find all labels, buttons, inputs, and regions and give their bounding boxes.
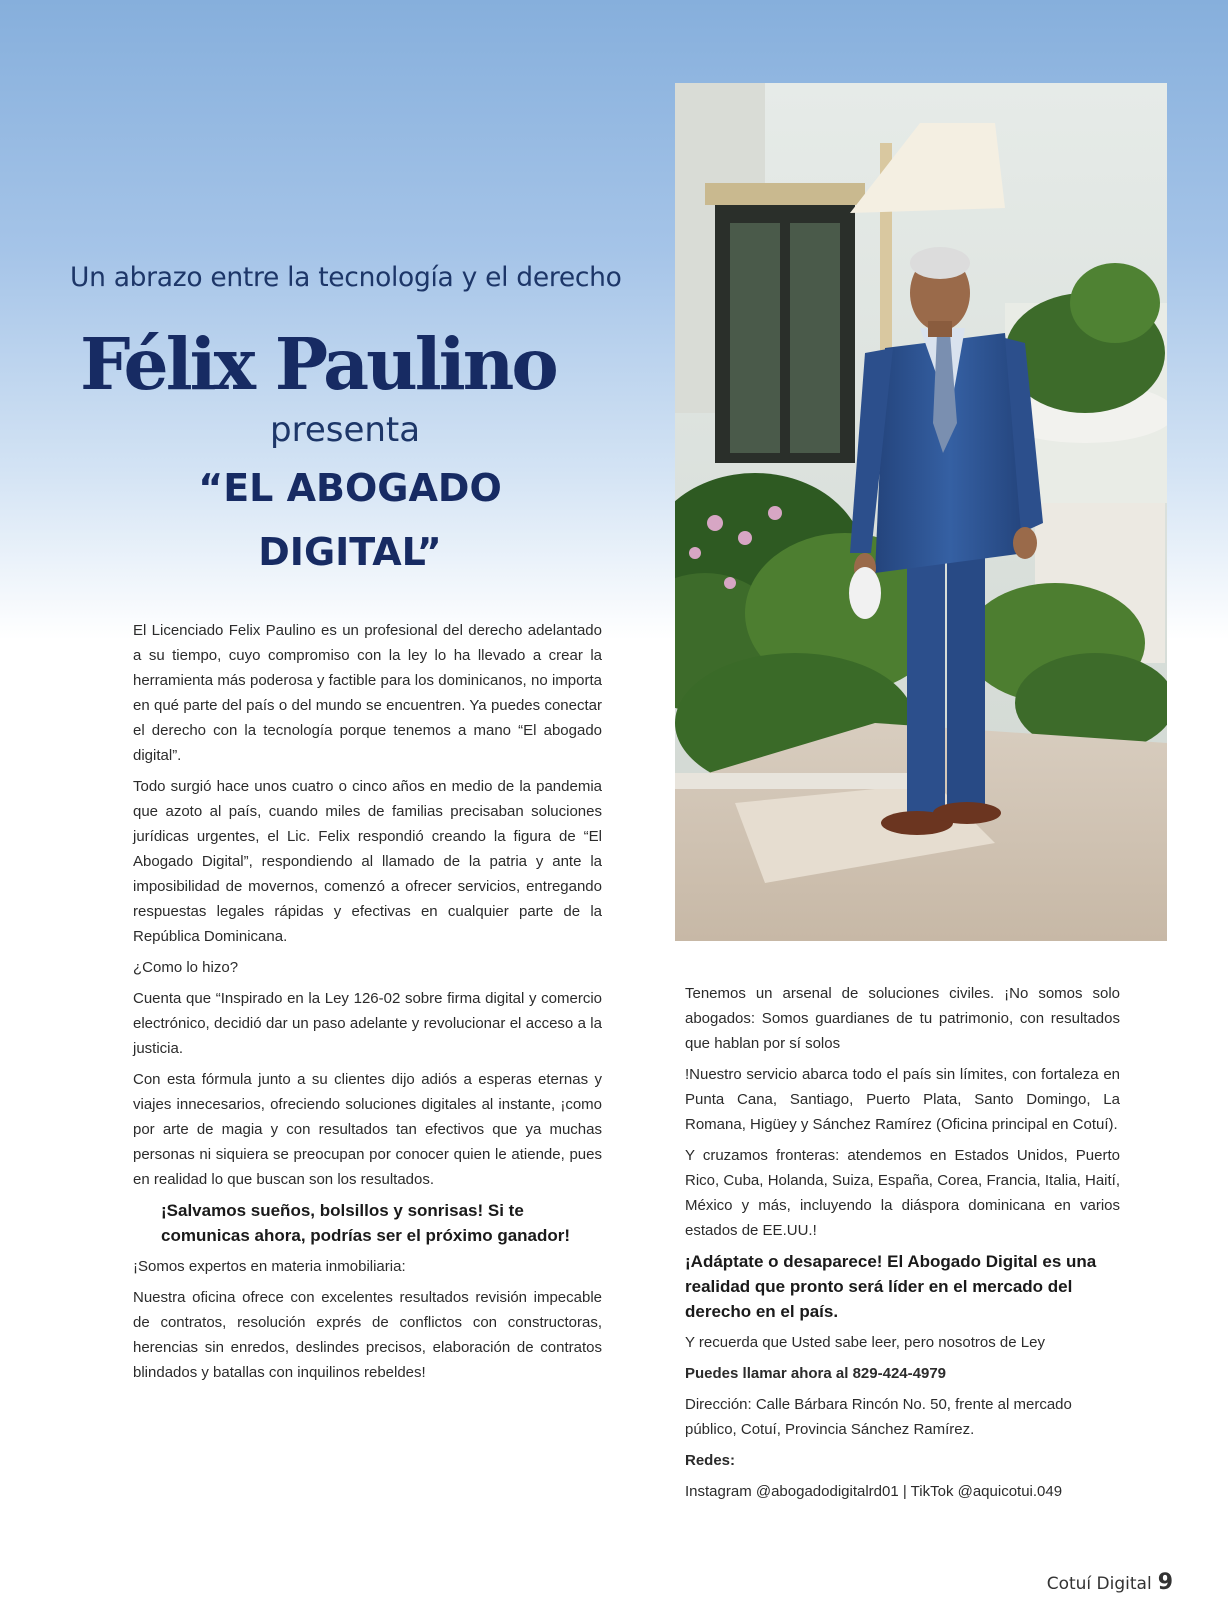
phone-number: 829-424-4979: [852, 1365, 947, 1382]
phone-line: [685, 1361, 1120, 1386]
address: Dirección: Calle Bárbara Rincón No. 50, frente al mercado público, Cotuí, Provincia Sánchez Ramírez.: [685, 1396, 1072, 1438]
article-title-product: [140, 456, 560, 584]
article-kicker: Un abrazo entre la tecnología y el derecho: [70, 262, 622, 293]
social-handles: Instagram @abogadodigitalrd01 | TikTok @aquicotui.049: [685, 1483, 1063, 1500]
magazine-name: Cotuí Digital: [1046, 1574, 1152, 1594]
page-footer: [1047, 1570, 1173, 1595]
paragraph-origin: Todo surgió hace unos cuatro o cinco años en medio de la pandemia que azoto al país, cuando miles de familias precisaban soluciones jurídicas urgentes, el Lic. Felix respondió creando la figura de “El Abogado Digital”, respondiendo al llamado de la patria y ante la imposibilidad de movernos, comenzó a ofrecer servicios, entregando respuestas legales rápidas y efectivas en cualquier parte de la República Dominicana.: [133, 778, 602, 945]
paragraph-reminder: Y recuerda que Usted sabe leer, pero nosotros de Ley: [685, 1334, 1045, 1351]
callout-right: ¡Adáptate o desaparece! El Abogado Digital es una realidad que pronto será líder en el mercado del derecho en el país.: [685, 1252, 1097, 1321]
paragraph-formula: Con esta fórmula junto a su clientes dijo adiós a esperas eternas y viajes innecesarios, ofreciendo soluciones digitales al instante, ¡como por arte de magia y con resultados tan efectivos que ya muchas personas ni siquiera se preocupan por conocer quien le atiende, pues en realidad lo que buscan son los resultados.: [133, 1071, 602, 1188]
man-in-blue-suit-photo: [675, 83, 1167, 941]
callout-left: ¡Salvamos sueños, bolsillos y sonrisas! Si te comunicas ahora, podrías ser el próximo ganador!: [161, 1201, 571, 1245]
paragraph-services: Nuestra oficina ofrece con excelentes resultados revisión impecable de contratos, resolución exprés de conflictos con constructoras, herencias sin enredos, deslindes precisos, elaboración de contratos blindados y batallas con inquilinos rebeldes!: [133, 1289, 602, 1381]
article-column-left: [133, 618, 602, 1391]
article-title-presenta: presenta: [270, 410, 421, 450]
article-title-name: Félix Paulino: [80, 322, 556, 406]
subheading-how: ¿Como lo hizo?: [133, 959, 239, 976]
paragraph-arsenal: Tenemos un arsenal de soluciones civiles. ¡No somos solo abogados: Somos guardianes de tu patrimonio, con resultados que hablan por sí solos: [685, 985, 1120, 1052]
paragraph-coverage: !Nuestro servicio abarca todo el país sin límites, con fortaleza en Punta Cana, Santiago, Puerto Plata, Santo Domingo, La Romana, Higüey y Sánchez Ramírez (Oficina principal en Cotuí).: [685, 1066, 1120, 1133]
paragraph-borders: Y cruzamos fronteras: atendemos en Estados Unidos, Puerto Rico, Cuba, Holanda, Suiza, España, Corea, Francia, Italia, Haití, México y más, incluyendo la diáspora dominicana en varios estados de EE.UU.!: [685, 1147, 1120, 1239]
paragraph-intro: El Licenciado Felix Paulino es un profesional del derecho adelantado a su tiempo, cuyo compromiso con la ley lo ha llevado a crear la herramienta más poderosa y factible para los dominicanos, no importa en qué parte del país o del mundo se encuentren. Ya puedes conectar el derecho con la tecnología porque tenemos a mano “El abogado digital”.: [133, 622, 602, 764]
phone-label: Puedes llamar ahora al: [685, 1365, 849, 1382]
portrait-photo: [675, 83, 1167, 941]
page-number: 9: [1157, 1570, 1173, 1595]
subheading-real-estate: ¡Somos expertos en materia inmobiliaria:: [133, 1258, 406, 1275]
social-label: Redes:: [685, 1452, 736, 1469]
article-column-right: [685, 981, 1120, 1510]
product-line-2: DIGITAL”: [258, 530, 442, 574]
paragraph-law: Cuenta que “Inspirado en la Ley 126-02 sobre firma digital y comercio electrónico, decidió dar un paso adelante y revolucionar el acceso a la justicia.: [133, 990, 602, 1057]
product-line-1: “EL ABOGADO: [198, 466, 502, 510]
